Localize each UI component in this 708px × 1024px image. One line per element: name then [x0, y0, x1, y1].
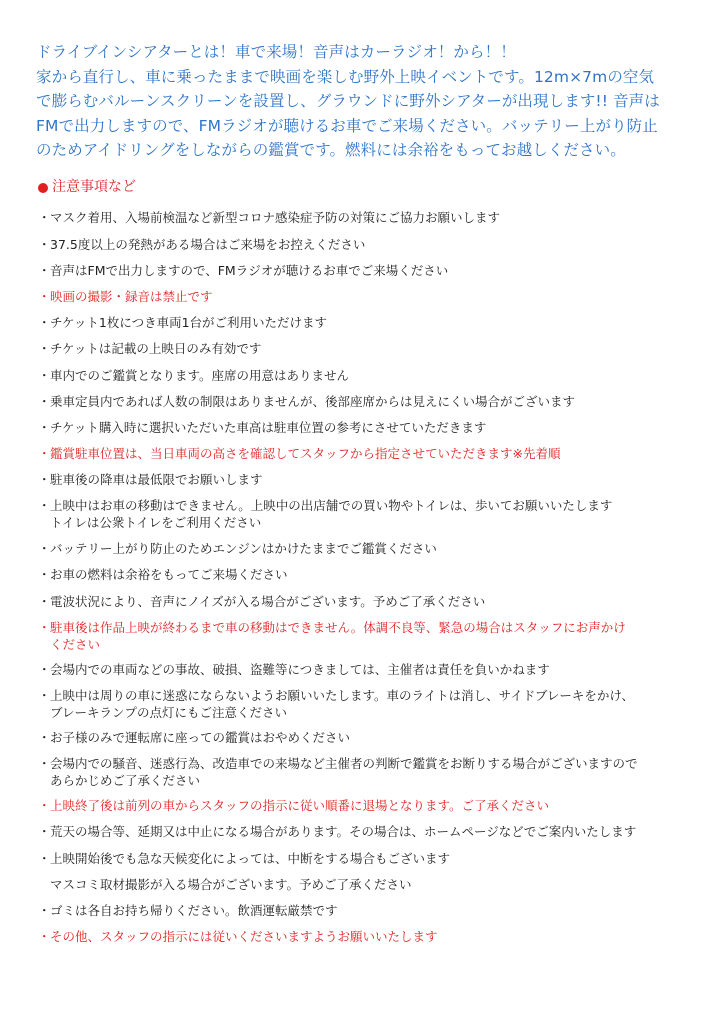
notice-text: その他、スタッフの指示には従いくださいますようお願いいたします [50, 929, 438, 944]
bullet-mark: ・ [38, 315, 51, 330]
bullet-mark: ・ [38, 472, 51, 487]
bullet-mark: ・ [38, 567, 51, 582]
bullet-mark: ・ [38, 341, 51, 356]
notice-text: 映画の撮影・録音は禁止です [50, 289, 213, 304]
notices-heading [38, 177, 136, 197]
notice-item [38, 661, 678, 678]
notice-text: 電波状況により、音声にノイズが入る場合がございます。予めご了承ください [50, 594, 486, 609]
bullet-mark: ・ [38, 730, 51, 745]
notice-text: お子様のみで運転席に座っての鑑賞はおやめください [50, 730, 351, 745]
bullet-mark: ・ [38, 929, 51, 944]
notice-text: チケット1枚につき車両1台がご利用いただけます [50, 315, 328, 330]
notice-text: バッテリー上がり防止のためエンジンはかけたままでご鑑賞ください [50, 541, 437, 556]
notice-item [38, 755, 678, 789]
bullet-mark: ・ [38, 620, 51, 635]
bullet-mark: ・ [38, 798, 51, 813]
bullet-mark: ・ [38, 446, 51, 461]
notice-item [38, 471, 678, 488]
notice-text: 乗車定員内であれば人数の制限はありませんが、後部座席からは見えにくい場合がございます [50, 394, 576, 409]
notice-text: マスク着用、入場前検温など新型コロナ感染症予防の対策にご協力お願いします [50, 210, 501, 225]
bullet-mark: ・ [38, 420, 51, 435]
bullet-mark: ・ [38, 594, 51, 609]
notice-text: 上映終了後は前列の車からスタッフの指示に従い順番に退場となります。ご了承ください [50, 798, 550, 813]
notice-item [38, 566, 678, 583]
notice-item [38, 876, 678, 893]
notice-text: チケットは記載の上映日のみ有効です [50, 341, 262, 356]
intro-line: で膨らむバルーンスクリーンを設置し、グラウンドに野外シアターが出現します!! 音声は [36, 92, 660, 110]
bullet-mark: ・ [38, 289, 51, 304]
intro-line: FMで出力しますので、FMラジオが聴けるお車でご来場ください。バッテリー上がり防止 [36, 116, 658, 135]
notices-heading-text: 注意事項など [52, 179, 136, 195]
notice-text: 音声はFMで出力しますので、FMラジオが聴けるお車でご来場ください [50, 263, 449, 278]
intro-paragraph [36, 40, 686, 163]
notice-item [38, 619, 678, 653]
notice-text: 車内でのご鑑賞となります。座席の用意はありません [50, 368, 350, 383]
notice-item [38, 850, 678, 867]
bullet-mark: ・ [38, 851, 51, 866]
notice-text: お車の燃料は余裕をもってご来場ください [50, 567, 288, 582]
notice-text: 上映中は周りの車に迷惑にならないようお願いいたします。車のライトは消し、サイドブレーキをかけ、 [50, 688, 634, 703]
notice-item [38, 288, 678, 305]
bullet-circle-icon [38, 183, 48, 193]
notice-text: 駐車後の降車は最低限でお願いします [50, 472, 263, 487]
bullet-mark: ・ [38, 210, 51, 225]
bullet-mark: ・ [38, 263, 51, 278]
notice-text: 上映中はお車の移動はできません。上映中の出店舗での買い物やトイレは、歩いてお願いいたします [50, 498, 613, 513]
bullet-mark: ・ [38, 903, 51, 918]
notice-item [38, 797, 678, 814]
intro-line: 家から直行し、車に乗ったままで映画を楽しむ野外上映イベントです。12m×7mの空気 [36, 67, 655, 86]
notice-item [38, 687, 678, 721]
notice-text-continued: あらかじめご了承ください [50, 773, 201, 788]
notice-text-continued: トイレは公衆トイレをご利用ください [50, 515, 262, 530]
notice-item [38, 419, 678, 436]
bullet-mark: ・ [38, 824, 51, 839]
bullet-mark: ・ [38, 756, 51, 771]
notice-item [38, 497, 678, 531]
notice-item [38, 928, 678, 945]
notice-item [38, 593, 678, 610]
notice-item [38, 367, 678, 384]
bullet-mark: ・ [38, 541, 51, 556]
bullet-mark: ・ [38, 498, 51, 513]
notice-item [38, 729, 678, 746]
intro-line: ドライブインシアターとは！車で来場！音声はカーラジオ！から！！ [36, 43, 516, 61]
notice-text-continued: ブレーキランプの点灯にもご注意ください [50, 705, 288, 720]
notice-item [38, 393, 678, 410]
notice-item [38, 314, 678, 331]
bullet-mark: ・ [38, 394, 51, 409]
bullet-mark: ・ [38, 662, 51, 677]
notice-text: ゴミは各自お持ち帰りください。飲酒運転厳禁です [50, 903, 338, 918]
notice-text: 荒天の場合等、延期又は中止になる場合があります。その場合は、ホームページなどでご案内いたします [50, 824, 637, 839]
notice-item [38, 902, 678, 919]
bullet-mark: ・ [38, 688, 51, 703]
notice-item [38, 262, 678, 279]
notice-text: 上映開始後でも急な天候変化によっては、中断をする場合もございます [50, 851, 451, 866]
notice-text: チケット購入時に選択いただいた車高は駐車位置の参考にさせていただきます [50, 420, 487, 435]
notice-text: 会場内での車両などの事故、破損、盗難等につきましては、主催者は責任を負いかねます [50, 662, 550, 677]
notice-text: 駐車後は作品上映が終わるまで車の移動はできません。体調不良等、緊急の場合はスタッフにお声かけ [50, 620, 626, 635]
notice-item [38, 209, 678, 226]
notice-text: 鑑賞駐車位置は、当日車両の高さを確認してスタッフから指定させていただきます※先着順 [50, 446, 561, 461]
bullet-mark: ・ [38, 368, 51, 383]
bullet-mark: ・ [38, 237, 51, 252]
notice-text-continued: ください [50, 637, 101, 652]
notice-text: 37.5度以上の発熱がある場合はご来場をお控えください [50, 237, 366, 252]
intro-line: のためアイドリングをしながらの鑑賞です。燃料には余裕をもってお越しください。 [36, 141, 626, 159]
notice-item [38, 340, 678, 357]
notice-text: マスコミ取材撮影が入る場合がございます。予めご了承ください [50, 877, 412, 892]
notice-item [38, 540, 678, 557]
notice-item [38, 445, 678, 462]
notice-item [38, 236, 678, 253]
notice-item [38, 823, 678, 840]
notice-text: 会場内での騒音、迷惑行為、改造車での来場など主催者の判断で鑑賞をお断りする場合がございますので [50, 756, 638, 771]
